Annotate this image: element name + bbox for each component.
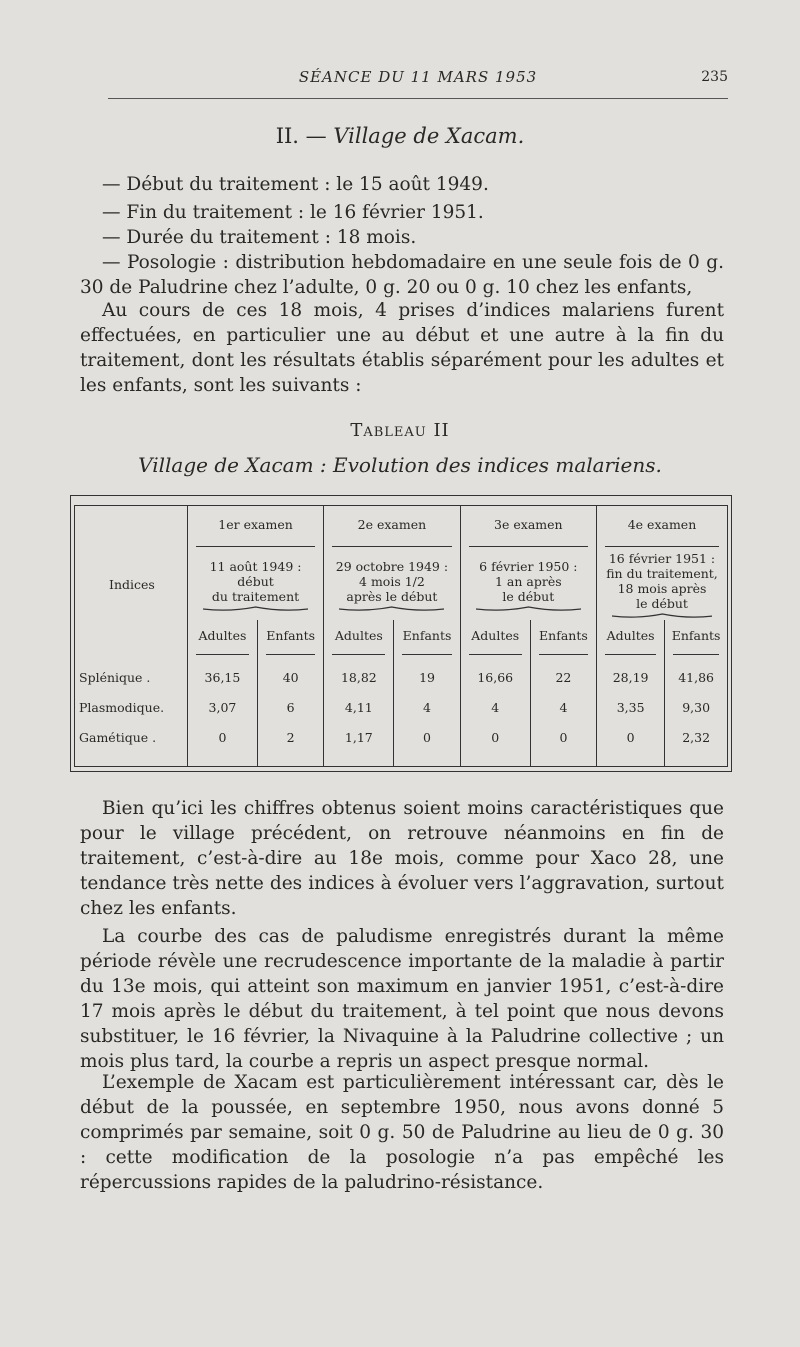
exam-1-date: 11 août 1949 : bbox=[209, 558, 302, 574]
exam-2-date: 29 octobre 1949 : bbox=[335, 558, 449, 574]
section-heading bbox=[0, 124, 800, 148]
col-children-4: Enfants bbox=[665, 620, 727, 650]
cell: 18,82 bbox=[324, 662, 394, 692]
exam-1-details bbox=[187, 550, 323, 620]
exam-4-details bbox=[597, 550, 727, 620]
cell: 1,17 bbox=[324, 722, 394, 752]
exam-2-name: 2e examen bbox=[324, 506, 460, 542]
running-title: SÉANCE DU 11 MARS 1953 bbox=[298, 68, 538, 86]
malaria-indices-table bbox=[75, 506, 727, 766]
brace-mark bbox=[339, 606, 444, 612]
cell: 4 bbox=[460, 692, 530, 722]
row-label-plasmodic: Plasmodique. bbox=[79, 699, 165, 715]
cell: 4,11 bbox=[324, 692, 394, 722]
cell: 3,07 bbox=[187, 692, 257, 722]
col-children-1: Enfants bbox=[258, 620, 324, 650]
exam-4-detail-1: fin du traitement, bbox=[606, 566, 718, 581]
col-adults-3: Adultes bbox=[460, 620, 530, 650]
intro-line-dosage: — Posologie : distribution hebdomadaire en une seule fois de 0 g. 30 de Paludrine chez l’adulte, 0 g. 20 ou 0 g. 10 chez les enfants, bbox=[80, 252, 724, 298]
section-number: II. — bbox=[275, 124, 327, 148]
brace-mark bbox=[203, 606, 308, 612]
cell: 2 bbox=[258, 722, 324, 752]
table-row-splenic bbox=[75, 662, 727, 692]
exam-1-detail-1: début bbox=[237, 573, 274, 589]
data-table-frame bbox=[70, 495, 732, 772]
cell: 19 bbox=[394, 662, 460, 692]
col-adults-2: Adultes bbox=[324, 620, 394, 650]
table-label: Tableau II bbox=[350, 420, 450, 441]
running-header bbox=[108, 64, 728, 99]
cell: 9,30 bbox=[665, 692, 727, 722]
brace-mark bbox=[612, 613, 713, 619]
cell: 40 bbox=[258, 662, 324, 692]
cell: 28,19 bbox=[597, 662, 665, 692]
exam-1-detail-2: du traitement bbox=[211, 588, 300, 604]
page-number: 235 bbox=[701, 69, 728, 85]
exam-2-details bbox=[324, 550, 460, 620]
exam-4-detail-3: le début bbox=[636, 596, 688, 611]
cell: 0 bbox=[187, 722, 257, 752]
exam-4-detail-2: 18 mois après bbox=[617, 581, 707, 596]
col-adults-4: Adultes bbox=[597, 620, 665, 650]
cell: 0 bbox=[394, 722, 460, 752]
cell: 0 bbox=[530, 722, 596, 752]
table-caption: Village de Xacam : Evolution des indices malariens. bbox=[138, 453, 662, 477]
cell: 6 bbox=[258, 692, 324, 722]
exam-3-detail-2: le début bbox=[502, 588, 555, 604]
col-children-3: Enfants bbox=[530, 620, 596, 650]
cell: 0 bbox=[597, 722, 665, 752]
col-children-2: Enfants bbox=[394, 620, 460, 650]
data-table-inner-frame bbox=[74, 505, 728, 767]
cell: 4 bbox=[394, 692, 460, 722]
intro-line-end: — Fin du traitement : le 16 février 1951. bbox=[102, 202, 484, 223]
row-label-gametic: Gamétique . bbox=[79, 729, 157, 745]
cell: 22 bbox=[530, 662, 596, 692]
intro-paragraph: Au cours de ces 18 mois, 4 prises d’indices malariens furent effectuées, en particulier une au début et une autre à la fin du traitement, dont les résultats établis séparément pour les adultes et les enfants, sont les suivants : bbox=[80, 300, 724, 396]
section-title: Village de Xacam. bbox=[333, 124, 525, 148]
cell: 4 bbox=[530, 692, 596, 722]
body-paragraph-3: L’exemple de Xacam est particulièrement intéressant car, dès le début de la poussée, en septembre 1950, nous avons donné 5 comprimés par semaine, soit 0 g. 50 de Paludrine au lieu de 0 g. 30 : cette modification de la posologie n’a pas empêché les répercussions rapides de la paludrino-résistance. bbox=[80, 1072, 724, 1193]
brace-mark bbox=[476, 606, 581, 612]
row-header-cell bbox=[75, 506, 187, 662]
table-row-plasmodic bbox=[75, 692, 727, 722]
cell: 41,86 bbox=[665, 662, 727, 692]
exam-3-date: 6 février 1950 : bbox=[479, 558, 578, 574]
table-row-gametic bbox=[75, 722, 727, 752]
row-header-label: Indices bbox=[109, 576, 155, 592]
exam-4-date: 16 février 1951 : bbox=[608, 551, 716, 566]
exam-4-name: 4e examen bbox=[597, 506, 727, 542]
cell: 0 bbox=[460, 722, 530, 752]
cell: 36,15 bbox=[187, 662, 257, 692]
cell: 3,35 bbox=[597, 692, 665, 722]
exam-2-detail-2: après le début bbox=[346, 588, 438, 604]
intro-line-start: — Début du traitement : le 15 août 1949. bbox=[102, 174, 489, 195]
body-paragraph-2: La courbe des cas de paludisme enregistrés durant la même période révèle une recrudescence importante de la maladie à partir du 13e mois, qui atteint son maximum en janvier 1951, c’est-à-dire 17 mois après le début du traitement, à tel point que nous devons substituer, le 16 février, la Nivaquine à la Paludrine collective ; un mois plus tard, la courbe a repris un aspect presque normal. bbox=[80, 926, 724, 1072]
exam-3-detail-1: 1 an après bbox=[494, 573, 562, 589]
exam-2-detail-1: 4 mois 1/2 bbox=[359, 573, 425, 589]
row-label-splenic: Splénique . bbox=[79, 669, 151, 685]
intro-line-duration: — Durée du traitement : 18 mois. bbox=[102, 227, 417, 248]
exam-1-name: 1er examen bbox=[187, 506, 323, 542]
cell: 16,66 bbox=[460, 662, 530, 692]
cell: 2,32 bbox=[665, 722, 727, 752]
exam-3-details bbox=[460, 550, 596, 620]
exam-3-name: 3e examen bbox=[460, 506, 596, 542]
col-adults-1: Adultes bbox=[187, 620, 257, 650]
body-paragraph-1: Bien qu’ici les chiffres obtenus soient moins caractéristiques que pour le village précédent, on retrouve néanmoins en fin de traitement, c’est-à-dire au 18e mois, comme pour Xaco 28, une tendance très nette des indices à évoluer vers l’aggravation, surtout chez les enfants. bbox=[80, 798, 724, 919]
